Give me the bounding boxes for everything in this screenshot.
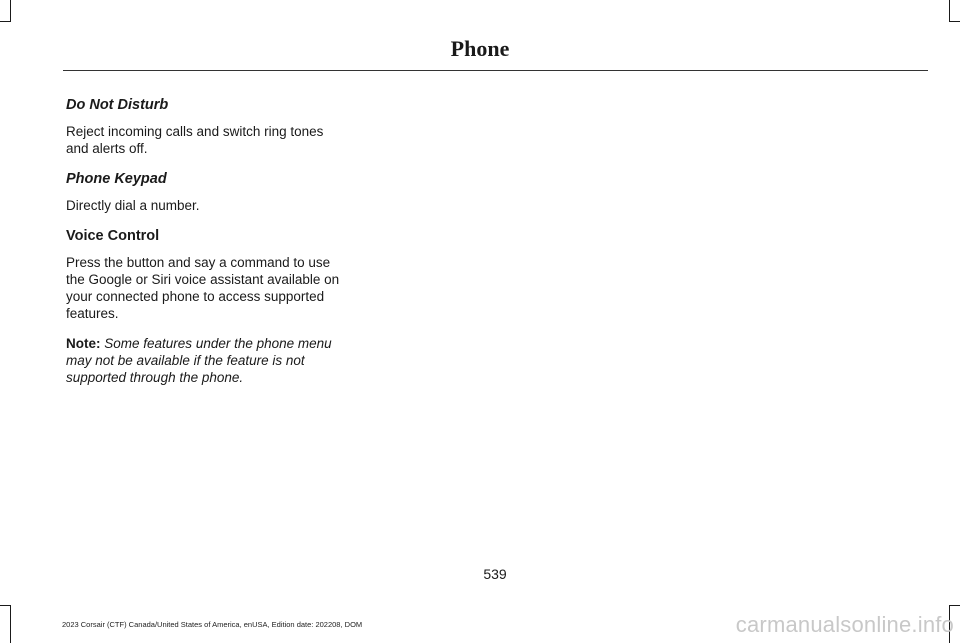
page-number: 539 <box>483 566 507 582</box>
crop-mark-bottom-left <box>10 605 11 643</box>
crop-mark-top-left <box>0 21 11 22</box>
header-rule <box>63 70 928 71</box>
main-content <box>66 96 344 399</box>
crop-mark-top-right <box>949 21 960 22</box>
crop-mark-top-left <box>10 0 11 22</box>
note-paragraph <box>66 335 344 386</box>
note-text: Some features under the phone menu may not be available if the feature is not supported through the phone. <box>66 336 332 385</box>
section-heading-phone-keypad: Phone Keypad <box>66 171 167 187</box>
section-heading-voice-control: Voice Control <box>66 228 160 244</box>
crop-mark-top-right <box>949 0 950 22</box>
section-body-voice-control: Press the button and say a command to use the Google or Siri voice assistant available on your connected phone to access supported features. <box>66 255 340 321</box>
crop-mark-bottom-right <box>949 605 960 606</box>
section-body-phone-keypad: Directly dial a number. <box>66 198 200 213</box>
edition-footer: 2023 Corsair (CTF) Canada/United States of America, enUSA, Edition date: 202208, DOM <box>62 620 363 629</box>
note-label: Note: <box>66 336 101 351</box>
watermark: carmanualsonline.info <box>735 612 954 637</box>
crop-mark-bottom-left <box>0 605 11 606</box>
section-body-do-not-disturb: Reject incoming calls and switch ring tones and alerts off. <box>66 124 324 156</box>
section-heading-do-not-disturb: Do Not Disturb <box>66 97 169 113</box>
page-title: Phone <box>450 36 510 61</box>
